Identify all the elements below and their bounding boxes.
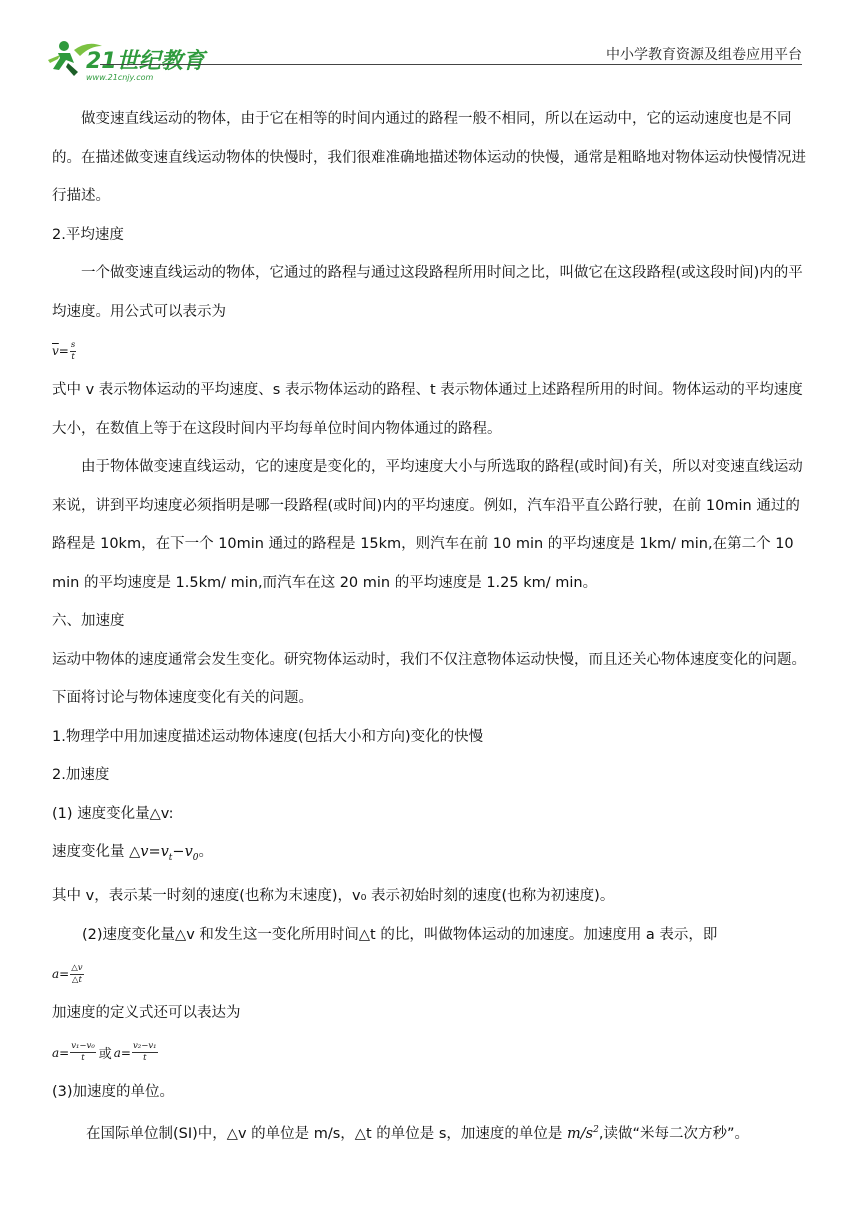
paragraph-velocity-terms: 其中 v，表示某一时刻的速度(也称为末速度)，v₀ 表示初始时刻的速度(也称为初速度)。 [52,888,615,905]
paragraph-acceleration-def: (2)速度变化量△v 和发生这一变化所用时间△t 的比，叫做物体运动的加速度。加速度用 a 表示，即 [82,926,718,943]
unit-m-per-s2: $m/s^2$ [567,1125,599,1143]
logo-21cnjy [44,36,224,86]
formula-acceleration-alt [52,1033,812,1073]
heading-acceleration-section: 六、加速度 [52,613,125,629]
subheading-speed-change: (1) 速度变化量△v: [52,805,174,822]
paragraph-car-example: 由于物体做变速直线运动，它的速度是变化的，平均速度大小与所选取的路程(或时间)有关，所以对变速直线运动来说，讲到平均速度必须指明是哪一段路程(或时间)内的平均速度。例如，汽车沿平直公路行驶，在前 10min 通过的路程是 10km，在下一个 10min 通过的路程是 15km，则汽车在前 10 min 的平均速度是 1km/ min,在第二个 10 min 的平均速度是 1.5km/ min,而汽车在这 20 min 的平均速度是 1.25 km/ min。 [52,459,803,591]
formula-avg-numerator: s [70,339,76,350]
paragraph-speed-change-intro: 运动中物体的速度通常会发生变化。研究物体运动时，我们不仅注意物体运动快慢，而且还关心物体速度变化的问题。下面将讨论与物体速度变化有关的问题。 [52,651,806,706]
formula-a-lhs: a= [52,967,70,982]
svg-text:21世纪教育: 21世纪教育 [86,49,205,74]
formula-a-denominator: △t [71,974,82,985]
paragraph-variable-motion: 做变速直线运动的物体，由于它在相等的时间内通过的路程一般不相同，所以在运动中，它的运动速度也是不同的。在描述做变速直线运动物体的快慢时，我们很难准确地描述物体运动的快慢，通常是粗略地对物体运动快慢情况进行描述。 [52,111,806,204]
paragraph-average-speed-def: 一个做变速直线运动的物体，它通过的路程与通过这段路程所用时间之比，叫做它在这段路程(或这段时间)内的平均速度。用公式可以表示为 [52,265,803,320]
heading-acceleration: 2.加速度 [52,767,110,783]
formula-or: 或 [98,1047,112,1063]
formula-average-speed [52,331,812,371]
formula-a-numerator: △v [71,962,83,973]
formula-a2-fraction-1: $\frac{\text{v₁−v₀}}{t}$ [71,1041,95,1064]
formula-avg-eq: = [58,344,69,358]
formula-a2-lhs: a= [52,1045,70,1060]
header-divider [100,64,802,65]
formula-a-fraction [70,963,83,986]
formula-avg-denominator: t [71,351,75,362]
paragraph-speed-change-formula: 速度变化量 $\triangle v=v_t-v_0$。 [52,844,213,863]
page-header [0,0,860,90]
formula-acceleration [52,954,812,994]
paragraph-alt-definition: 加速度的定义式还可以表达为 [52,1005,241,1022]
document-body [52,100,812,1154]
formula-avg-fraction [70,340,76,363]
paragraph-si-units: 在国际单位制(SI)中，△v 的单位是 m/s，△t 的单位是 s，加速度的单位是 $m/s^2$,读做“米每二次方秒”。 [86,1125,749,1143]
subheading-acceleration-unit: (3)加速度的单位。 [52,1083,175,1100]
formula-a2-fraction-2: $\frac{\text{v₂−v₁}}{t}$ [133,1041,157,1064]
site-name: 中小学教育资源及组卷应用平台 [606,47,802,63]
speed-change-prefix: 速度变化量 [52,844,130,860]
formula-dv: $\triangle v=v_t-v_0$ [129,844,199,863]
heading-average-speed: 2.平均速度 [52,226,124,243]
paragraph-formula-explanation: 式中 v 表示物体运动的平均速度、s 表示物体运动的路程、t 表示物体通过上述路程所用的时间。物体运动的平均速度大小，在数值上等于在这段时间内平均每单位时间内物体通过的路程。 [52,382,803,437]
svg-text:www.21cnjy.com: www.21cnjy.com [86,73,154,82]
paragraph-acceleration-purpose: 1.物理学中用加速度描述运动物体速度(包括大小和方向)变化的快慢 [52,728,484,745]
formula-avg-lhs: $\overline{v}$ [52,344,59,358]
formula-a2-lhs-2: a= [113,1045,131,1060]
